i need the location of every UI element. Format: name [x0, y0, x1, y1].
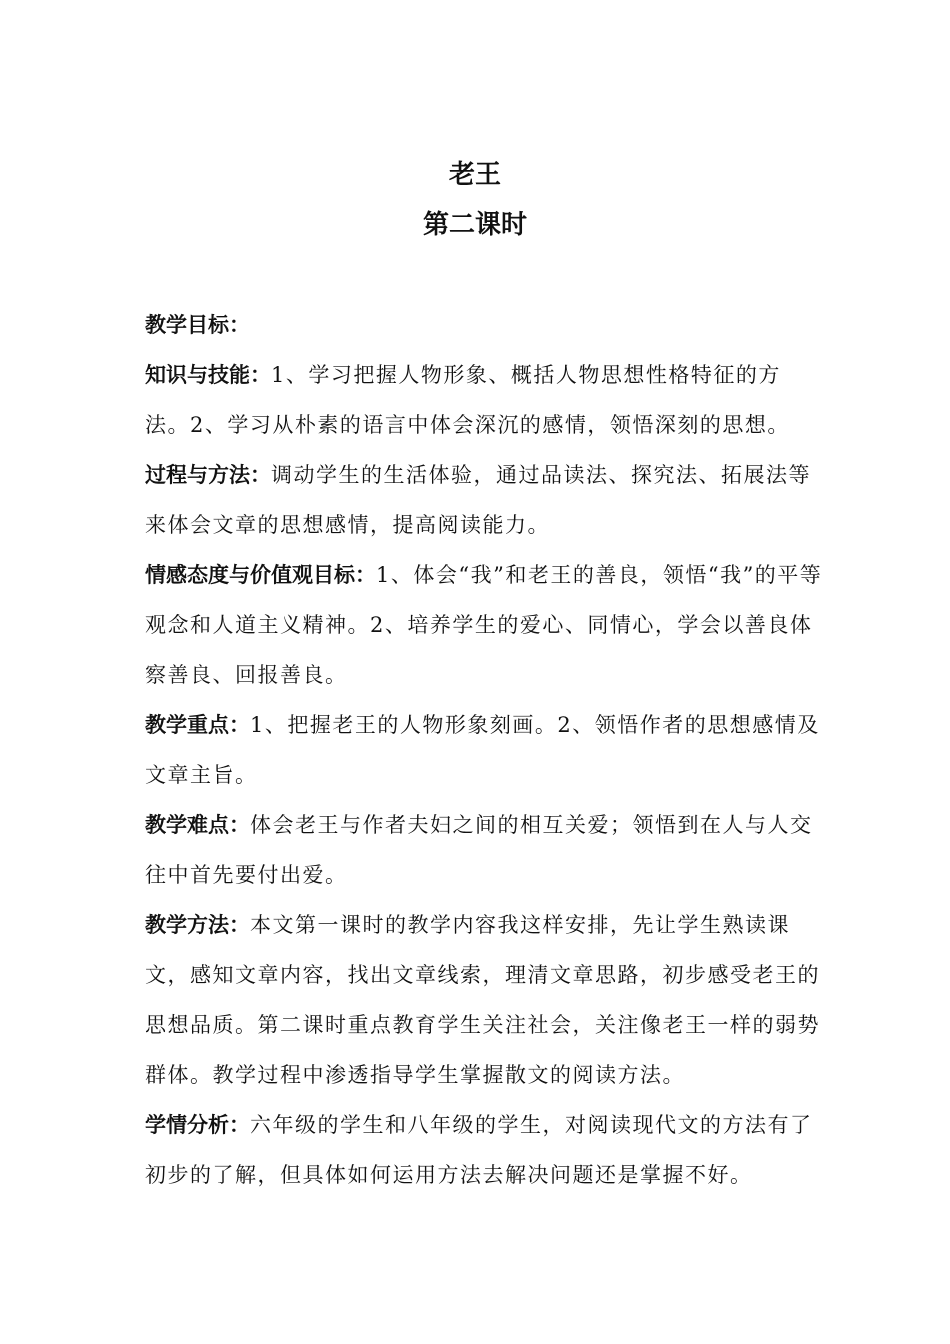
section-label: 过程与方法：: [145, 463, 271, 487]
section-label: 学情分析：: [145, 1113, 250, 1137]
section-knowledge-skills: [145, 350, 825, 450]
section-process-methods: [145, 450, 825, 550]
section-teaching-method: [145, 900, 825, 1100]
section-label: 教学方法：: [145, 913, 250, 937]
section-label: 知识与技能：: [145, 363, 271, 387]
document-subtitle: 第二课时: [422, 210, 527, 240]
section-text: 六年级的学生和八年级的学生，对阅读现代文的方法有了初步的了解，但具体如何运用方法去解决问题还是掌握不好。: [145, 1113, 813, 1187]
section-teaching-focus: [145, 700, 825, 800]
section-text: 体会老王与作者夫妇之间的相互关爱；领悟到在人与人交往中首先要付出爱。: [145, 813, 813, 887]
objectives-heading-label: 教学目标：: [145, 313, 250, 337]
section-student-analysis: [145, 1100, 825, 1200]
document-title: 老王: [448, 160, 501, 190]
section-text: 1、学习把握人物形象、概括人物思想性格特征的方法。2、学习从朴素的语言中体会深沉的感情，领悟深刻的思想。: [145, 363, 790, 437]
section-label: 教学难点：: [145, 813, 250, 837]
section-text: 调动学生的生活体验，通过品读法、探究法、拓展法等来体会文章的思想感情，提高阅读能力。: [145, 463, 811, 537]
section-emotion-values: [145, 550, 825, 700]
objectives-heading: [145, 300, 825, 350]
section-label: 教学重点：: [145, 713, 250, 737]
section-text: 1、体会“我”和老王的善良，领悟“我”的平等观念和人道主义精神。2、培养学生的爱心、同情心，学会以善良体察善良、回报善良。: [145, 563, 823, 687]
section-text: 1、把握老王的人物形象刻画。2、领悟作者的思想感情及文章主旨。: [145, 713, 820, 787]
section-text: 本文第一课时的教学内容我这样安排，先让学生熟读课文，感知文章内容，找出文章线索，理清文章思路，初步感受老王的思想品质。第二课时重点教育学生关注社会，关注像老王一样的弱势群体。教学过程中渗透指导学生掌握散文的阅读方法。: [145, 913, 820, 1087]
section-label: 情感态度与价值观目标：: [145, 563, 376, 587]
section-teaching-difficulty: [145, 800, 825, 900]
